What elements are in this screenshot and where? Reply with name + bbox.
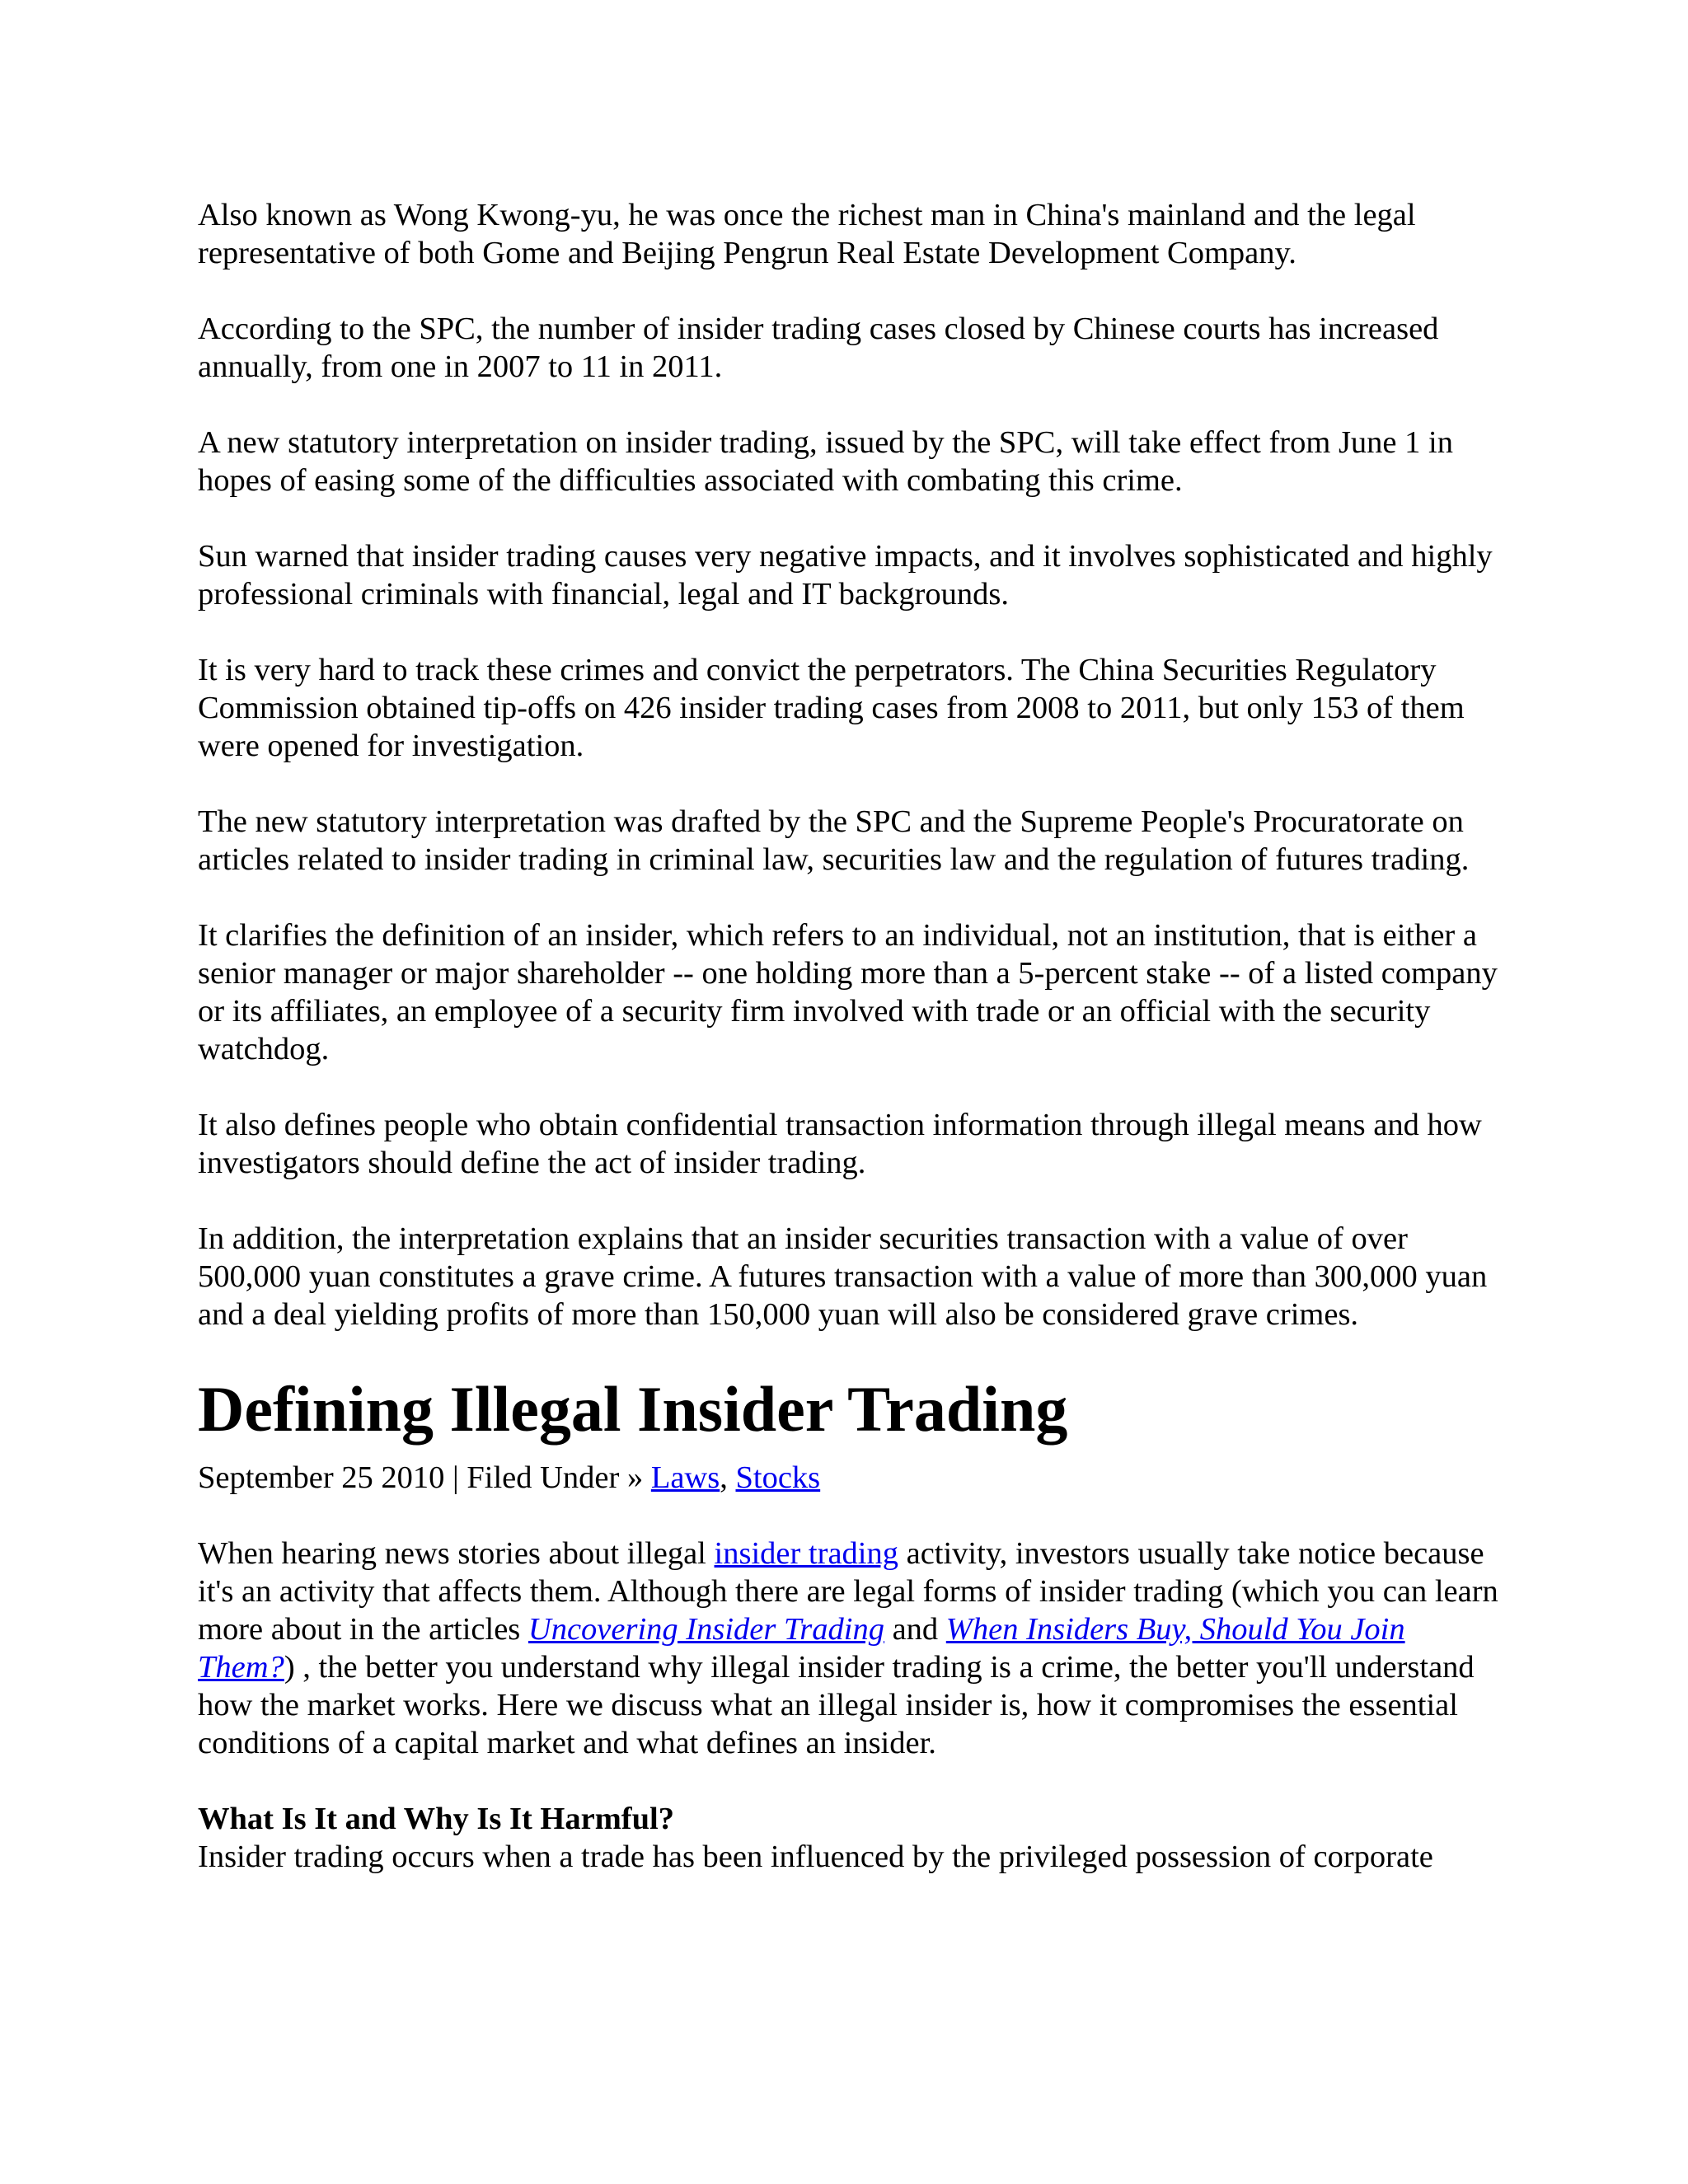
paragraph-case-counts: According to the SPC, the number of insider trading cases closed by Chinese courts has increased annually, from one in 2007 to 11 in 2011. [198,312,1439,384]
article-date-filed-under: September 25 2010 | Filed Under » [198,1460,651,1495]
section-subheading: What Is It and Why Is It Harmful? [198,1802,674,1836]
paragraph-confidential-info: It also defines people who obtain confidential transaction information through illegal means and how investigators should define the act of insider trading. [198,1108,1482,1180]
paragraph-new-interpretation: A new statutory interpretation on insider trading, issued by the SPC, will take effect from June 1 in hopes of easing some of the difficulties associated with combating this crime. [198,425,1453,498]
paragraph-grave-crime: In addition, the interpretation explains that an insider securities transaction with a value of over 500,000 yuan constitutes a grave crime. A futures transaction with a value of more than 300,000 yuan and a deal yielding profits of more than 150,000 yuan will also be considered grave crimes. [198,1221,1488,1332]
paragraph-wong-kwong-yu: Also known as Wong Kwong-yu, he was once the richest man in China's mainland and the legal representative of both Gome and Beijing Pengrun Real Estate Development Company. [198,198,1416,270]
paragraph-drafted-by: The new statutory interpretation was drafted by the SPC and the Supreme People's Procuratorate on articles related to insider trading in criminal law, securities law and the regulation of futures trading. [198,804,1470,877]
intro-text-1: When hearing news stories about illegal [198,1536,715,1571]
paragraph-sun-warning: Sun warned that insider trading causes very negative impacts, and it involves sophisticated and highly professional criminals with financial, legal and IT backgrounds. [198,539,1493,612]
article-intro-paragraph [198,1535,1500,1762]
article-title: Defining Illegal Insider Trading [198,1373,1068,1445]
article-meta [198,1459,1500,1497]
category-separator: , [720,1460,736,1495]
document-page [198,196,1500,1876]
link-insider-trading[interactable]: insider trading [714,1536,898,1571]
paragraph-insider-definition: It clarifies the definition of an insider, which refers to an individual, not an institution, that is either a senior manager or major shareholder -- one holding more than a 5-percent stake -- of a listed company or its affiliates, an employee of a security firm involved with trade or an official with the security watchdog. [198,918,1498,1066]
section-body-text: Insider trading occurs when a trade has been influenced by the privileged possession of corporate [198,1840,1433,1874]
category-link-stocks[interactable]: Stocks [735,1460,821,1495]
link-uncovering-insider-trading[interactable]: Uncovering Insider Trading [528,1612,884,1647]
intro-text-4: ) , the better you understand why illegal insider trading is a crime, the better you'll understand how the market works. Here we discuss what an illegal insider is, how it compromises the essential conditions of a capital market and what defines an insider. [198,1650,1475,1760]
link-when-insiders-buy[interactable]: When Insiders Buy, Should You Join Them? [198,1612,1405,1685]
paragraph-csrc-tipoffs: It is very hard to track these crimes and convict the perpetrators. The China Securities Regulatory Commission obtained tip-offs on 426 insider trading cases from 2008 to 2011, but only 153 of them were opened for investigation. [198,653,1465,763]
intro-text-2: activity, investors usually take notice because it's an activity that affects them. Although there are legal forms of insider trading (which you can learn more about in the articles [198,1536,1498,1647]
category-link-laws[interactable]: Laws [650,1460,720,1495]
intro-text-3: and [884,1612,946,1647]
